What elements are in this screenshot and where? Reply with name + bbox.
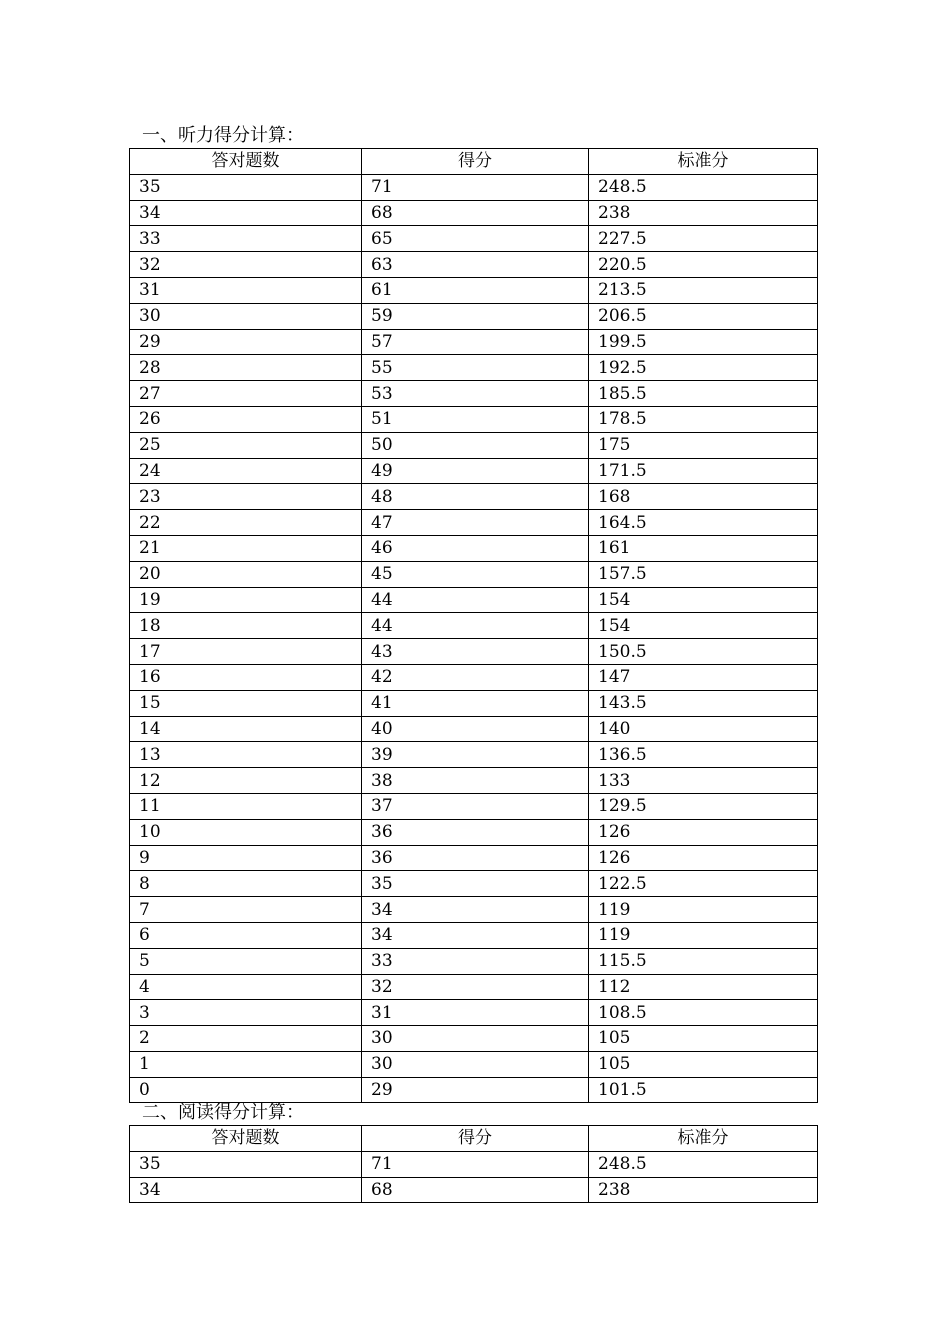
table-row	[130, 716, 818, 742]
cell-correct-count: 3	[130, 1000, 362, 1026]
cell-correct-count: 9	[130, 845, 362, 871]
cell-standard-score: 119	[589, 897, 818, 923]
cell-correct-count: 35	[130, 174, 362, 200]
cell-correct-count: 29	[130, 329, 362, 355]
cell-score: 40	[362, 716, 589, 742]
table-row	[130, 432, 818, 458]
cell-score: 29	[362, 1077, 589, 1103]
cell-score: 44	[362, 613, 589, 639]
cell-standard-score: 140	[589, 716, 818, 742]
cell-correct-count: 0	[130, 1077, 362, 1103]
cell-correct-count: 33	[130, 226, 362, 252]
cell-standard-score: 238	[589, 200, 818, 226]
cell-score: 71	[362, 1151, 589, 1177]
cell-correct-count: 22	[130, 510, 362, 536]
listening-score-table	[129, 148, 818, 1103]
cell-correct-count: 6	[130, 922, 362, 948]
cell-standard-score: 171.5	[589, 458, 818, 484]
table-row	[130, 639, 818, 665]
cell-standard-score: 192.5	[589, 355, 818, 381]
cell-correct-count: 16	[130, 664, 362, 690]
cell-correct-count: 5	[130, 948, 362, 974]
table-row	[130, 819, 818, 845]
cell-correct-count: 13	[130, 742, 362, 768]
column-header-standard-score: 标准分	[589, 149, 818, 175]
cell-score: 68	[362, 1177, 589, 1203]
cell-standard-score: 154	[589, 613, 818, 639]
table-row	[130, 484, 818, 510]
table-row	[130, 897, 818, 923]
cell-standard-score: 101.5	[589, 1077, 818, 1103]
cell-correct-count: 20	[130, 561, 362, 587]
cell-standard-score: 133	[589, 768, 818, 794]
cell-score: 46	[362, 535, 589, 561]
cell-correct-count: 19	[130, 587, 362, 613]
cell-standard-score: 150.5	[589, 639, 818, 665]
cell-correct-count: 26	[130, 406, 362, 432]
table-row	[130, 510, 818, 536]
cell-correct-count: 24	[130, 458, 362, 484]
table-row	[130, 174, 818, 200]
table-row	[130, 535, 818, 561]
cell-standard-score: 154	[589, 587, 818, 613]
table-row	[130, 200, 818, 226]
cell-correct-count: 1	[130, 1051, 362, 1077]
cell-standard-score: 129.5	[589, 793, 818, 819]
table-row	[130, 381, 818, 407]
column-header-score: 得分	[362, 149, 589, 175]
cell-correct-count: 4	[130, 974, 362, 1000]
cell-score: 35	[362, 871, 589, 897]
cell-standard-score: 220.5	[589, 252, 818, 278]
cell-score: 30	[362, 1026, 589, 1052]
cell-standard-score: 108.5	[589, 1000, 818, 1026]
cell-standard-score: 227.5	[589, 226, 818, 252]
column-header-score: 得分	[362, 1126, 589, 1152]
cell-standard-score: 143.5	[589, 690, 818, 716]
cell-score: 41	[362, 690, 589, 716]
cell-standard-score: 185.5	[589, 381, 818, 407]
cell-standard-score: 206.5	[589, 303, 818, 329]
cell-score: 32	[362, 974, 589, 1000]
table-row	[130, 690, 818, 716]
table-row	[130, 587, 818, 613]
cell-correct-count: 11	[130, 793, 362, 819]
cell-correct-count: 21	[130, 535, 362, 561]
cell-standard-score: 199.5	[589, 329, 818, 355]
column-header-correct-count: 答对题数	[130, 1126, 362, 1152]
cell-correct-count: 15	[130, 690, 362, 716]
cell-standard-score: 164.5	[589, 510, 818, 536]
cell-standard-score: 126	[589, 819, 818, 845]
cell-standard-score: 112	[589, 974, 818, 1000]
table-row	[130, 329, 818, 355]
table-row	[130, 793, 818, 819]
table-row	[130, 1000, 818, 1026]
cell-score: 68	[362, 200, 589, 226]
cell-standard-score: 161	[589, 535, 818, 561]
cell-standard-score: 119	[589, 922, 818, 948]
cell-correct-count: 10	[130, 819, 362, 845]
cell-score: 38	[362, 768, 589, 794]
cell-standard-score: 126	[589, 845, 818, 871]
cell-standard-score: 105	[589, 1026, 818, 1052]
cell-standard-score: 147	[589, 664, 818, 690]
cell-score: 51	[362, 406, 589, 432]
cell-standard-score: 157.5	[589, 561, 818, 587]
cell-score: 42	[362, 664, 589, 690]
table-row	[130, 845, 818, 871]
cell-correct-count: 23	[130, 484, 362, 510]
cell-correct-count: 27	[130, 381, 362, 407]
cell-score: 44	[362, 587, 589, 613]
cell-score: 47	[362, 510, 589, 536]
table-row	[130, 303, 818, 329]
cell-score: 61	[362, 277, 589, 303]
cell-correct-count: 7	[130, 897, 362, 923]
table-row	[130, 974, 818, 1000]
cell-standard-score: 178.5	[589, 406, 818, 432]
cell-score: 59	[362, 303, 589, 329]
cell-score: 31	[362, 1000, 589, 1026]
cell-correct-count: 35	[130, 1151, 362, 1177]
table-row	[130, 742, 818, 768]
cell-score: 30	[362, 1051, 589, 1077]
cell-standard-score: 175	[589, 432, 818, 458]
table-row	[130, 664, 818, 690]
cell-score: 34	[362, 922, 589, 948]
cell-score: 65	[362, 226, 589, 252]
section-title: 一、听力得分计算：	[142, 125, 304, 146]
cell-score: 39	[362, 742, 589, 768]
cell-score: 53	[362, 381, 589, 407]
table-row	[130, 1026, 818, 1052]
table-row	[130, 226, 818, 252]
cell-standard-score: 238	[589, 1177, 818, 1203]
cell-score: 45	[362, 561, 589, 587]
cell-correct-count: 12	[130, 768, 362, 794]
cell-score: 43	[362, 639, 589, 665]
cell-standard-score: 136.5	[589, 742, 818, 768]
cell-correct-count: 34	[130, 200, 362, 226]
cell-score: 48	[362, 484, 589, 510]
reading-score-section	[129, 1101, 817, 1203]
table-row	[130, 768, 818, 794]
cell-score: 57	[362, 329, 589, 355]
cell-score: 37	[362, 793, 589, 819]
column-header-standard-score: 标准分	[589, 1126, 818, 1152]
cell-score: 71	[362, 174, 589, 200]
table-row	[130, 277, 818, 303]
table-row	[130, 1051, 818, 1077]
cell-correct-count: 28	[130, 355, 362, 381]
cell-correct-count: 8	[130, 871, 362, 897]
cell-standard-score: 213.5	[589, 277, 818, 303]
cell-score: 63	[362, 252, 589, 278]
cell-standard-score: 248.5	[589, 174, 818, 200]
cell-score: 49	[362, 458, 589, 484]
cell-score: 55	[362, 355, 589, 381]
table-row	[130, 458, 818, 484]
column-header-correct-count: 答对题数	[130, 149, 362, 175]
cell-standard-score: 248.5	[589, 1151, 818, 1177]
table-row	[130, 871, 818, 897]
cell-correct-count: 30	[130, 303, 362, 329]
cell-correct-count: 17	[130, 639, 362, 665]
cell-score: 34	[362, 897, 589, 923]
table-row	[130, 613, 818, 639]
cell-correct-count: 34	[130, 1177, 362, 1203]
cell-standard-score: 122.5	[589, 871, 818, 897]
table-row	[130, 1151, 818, 1177]
table-header-row	[130, 1126, 818, 1152]
cell-standard-score: 115.5	[589, 948, 818, 974]
listening-score-section	[129, 124, 817, 1103]
section-title: 二、阅读得分计算：	[142, 1102, 304, 1123]
cell-correct-count: 14	[130, 716, 362, 742]
reading-score-table	[129, 1125, 818, 1203]
table-row	[130, 252, 818, 278]
table-row	[130, 1177, 818, 1203]
table-row	[130, 1077, 818, 1103]
cell-score: 50	[362, 432, 589, 458]
table-row	[130, 561, 818, 587]
table-header-row	[130, 149, 818, 175]
cell-score: 36	[362, 819, 589, 845]
cell-standard-score: 105	[589, 1051, 818, 1077]
cell-correct-count: 18	[130, 613, 362, 639]
table-row	[130, 406, 818, 432]
table-row	[130, 355, 818, 381]
cell-correct-count: 25	[130, 432, 362, 458]
table-row	[130, 922, 818, 948]
cell-correct-count: 31	[130, 277, 362, 303]
cell-standard-score: 168	[589, 484, 818, 510]
cell-correct-count: 32	[130, 252, 362, 278]
cell-score: 36	[362, 845, 589, 871]
table-row	[130, 948, 818, 974]
cell-correct-count: 2	[130, 1026, 362, 1052]
cell-score: 33	[362, 948, 589, 974]
